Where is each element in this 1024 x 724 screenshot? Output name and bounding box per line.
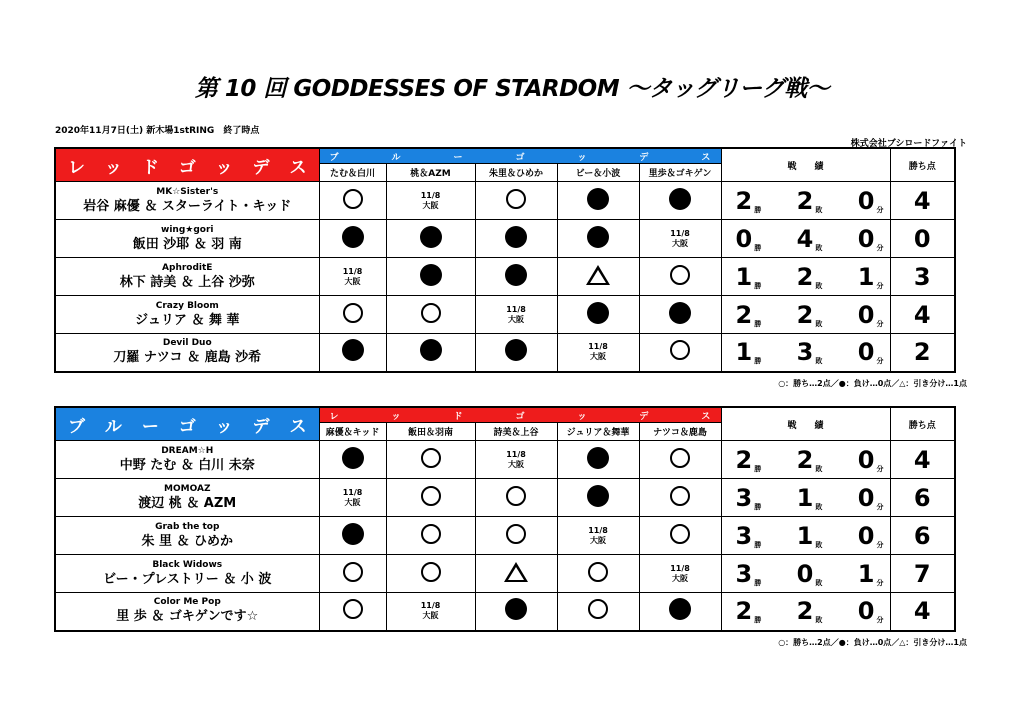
- opponent-group-band: [319, 407, 721, 423]
- points-cell: 4: [890, 182, 955, 220]
- points-cell: 6: [890, 517, 955, 555]
- wins-count: 3: [735, 559, 753, 588]
- team-name-cell: [55, 555, 319, 593]
- scheduled-date: 11/8 大阪: [506, 449, 526, 469]
- result-cell: [386, 441, 475, 479]
- team-group-header-char: ゴ: [178, 416, 196, 437]
- result-cell: [319, 220, 386, 258]
- opponent-header: 里歩＆ゴキゲン: [639, 164, 721, 182]
- losses-count: 2: [796, 597, 814, 626]
- opponent-group-band: [319, 148, 721, 164]
- opponent-header: 麻優＆キッド: [319, 423, 386, 441]
- result-cell: [475, 296, 557, 334]
- draw-mark-icon: [504, 562, 528, 582]
- draws-unit: 分: [876, 616, 884, 625]
- draws-unit: 分: [876, 281, 884, 290]
- result-cell: [319, 479, 386, 517]
- opponent-header: ナツコ＆鹿島: [639, 423, 721, 441]
- record-cell: [721, 334, 890, 372]
- losses-count: 0: [796, 559, 814, 588]
- draws-unit: 分: [876, 578, 884, 587]
- win-mark-icon: [588, 599, 608, 619]
- table-row: [55, 555, 955, 593]
- win-mark-icon: [421, 303, 441, 323]
- team-unit-name: Black Widows: [152, 559, 223, 570]
- draws-count: 1: [857, 262, 875, 291]
- loss-mark-icon: [342, 523, 364, 545]
- scheduled-date: 11/8 大阪: [588, 525, 608, 545]
- result-cell: [557, 334, 639, 372]
- win-mark-icon: [506, 486, 526, 506]
- losses-unit: 敗: [815, 464, 823, 473]
- losses-unit: 敗: [815, 281, 823, 290]
- win-mark-icon: [670, 265, 690, 285]
- losses-count: 2: [796, 300, 814, 329]
- loss-mark-icon: [505, 226, 527, 248]
- draws-unit: 分: [876, 243, 884, 252]
- result-cell: [475, 479, 557, 517]
- opponent-group-band-char: ッ: [577, 411, 587, 422]
- table-row: [55, 479, 955, 517]
- record-cell: [721, 593, 890, 631]
- loss-mark-icon: [587, 485, 609, 507]
- draws-count: 0: [857, 186, 875, 215]
- team-members: 中野 たむ ＆ 白川 未奈: [119, 457, 255, 473]
- team-name-cell: [55, 334, 319, 372]
- team-unit-name: DREAM☆H: [161, 445, 214, 456]
- team-group-header-char: ッ: [215, 416, 233, 437]
- result-cell: [557, 220, 639, 258]
- win-mark-icon: [421, 524, 441, 544]
- result-cell: [557, 258, 639, 296]
- losses-count: 2: [796, 262, 814, 291]
- scheduled-date: 11/8 大阪: [506, 304, 526, 324]
- points-cell: 2: [890, 334, 955, 372]
- result-cell: [557, 296, 639, 334]
- draws-count: 0: [857, 338, 875, 367]
- points-cell: 7: [890, 555, 955, 593]
- loss-mark-icon: [587, 226, 609, 248]
- losses-unit: 敗: [815, 205, 823, 214]
- result-cell: [557, 517, 639, 555]
- result-cell: [319, 182, 386, 220]
- record-cell: [721, 296, 890, 334]
- result-cell: [639, 441, 721, 479]
- loss-mark-icon: [669, 188, 691, 210]
- result-cell: [319, 517, 386, 555]
- scheduled-date: 11/8 大阪: [670, 228, 690, 248]
- losses-unit: 敗: [815, 616, 823, 625]
- company-name: 株式会社ブシロードファイト: [850, 139, 967, 149]
- loss-mark-icon: [420, 226, 442, 248]
- result-cell: [386, 334, 475, 372]
- wins-count: 2: [735, 300, 753, 329]
- result-cell: [475, 334, 557, 372]
- wins-count: 3: [735, 521, 753, 550]
- team-name-cell: [55, 479, 319, 517]
- wins-count: 1: [735, 262, 753, 291]
- team-group-header-char: ス: [289, 157, 307, 178]
- result-cell: [557, 555, 639, 593]
- result-cell: [475, 517, 557, 555]
- opponent-group-band-char: ゴ: [515, 411, 525, 422]
- result-cell: [319, 296, 386, 334]
- result-cell: [319, 334, 386, 372]
- record-cell: [721, 258, 890, 296]
- win-mark-icon: [670, 524, 690, 544]
- result-cell: [639, 334, 721, 372]
- legend-note: ○：勝ち…2点／●：負け…0点／△：引き分け…1点: [778, 638, 967, 647]
- draws-unit: 分: [876, 502, 884, 511]
- table-row: [55, 220, 955, 258]
- record-cell: [721, 555, 890, 593]
- result-cell: [386, 555, 475, 593]
- wins-unit: 勝: [754, 464, 762, 473]
- opponent-group-band-char: ル: [391, 152, 401, 163]
- draws-unit: 分: [876, 205, 884, 214]
- losses-unit: 敗: [815, 357, 823, 366]
- team-members: 林下 詩美 ＆ 上谷 沙弥: [119, 274, 255, 290]
- loss-mark-icon: [505, 598, 527, 620]
- win-mark-icon: [343, 562, 363, 582]
- wins-unit: 勝: [754, 616, 762, 625]
- team-unit-name: Grab the top: [155, 521, 220, 532]
- team-members: 里 歩 ＆ ゴキゲンです☆: [116, 609, 259, 625]
- team-name-cell: [55, 441, 319, 479]
- team-name-cell: [55, 182, 319, 220]
- team-group-header: [55, 407, 319, 441]
- draws-count: 0: [857, 521, 875, 550]
- opponent-header: 朱里＆ひめか: [475, 164, 557, 182]
- opponent-group-band-char: ブ: [329, 152, 339, 163]
- team-members: 飯田 沙耶 ＆ 羽 南: [132, 236, 242, 252]
- wins-unit: 勝: [754, 281, 762, 290]
- team-group-header-char: ス: [289, 416, 307, 437]
- win-mark-icon: [343, 599, 363, 619]
- wins-unit: 勝: [754, 502, 762, 511]
- result-cell: [386, 517, 475, 555]
- result-cell: [319, 593, 386, 631]
- table-row: [55, 334, 955, 372]
- team-group-header-char: ー: [141, 416, 159, 437]
- result-cell: [475, 593, 557, 631]
- scheduled-date: 11/8 大阪: [420, 601, 441, 621]
- team-group-header: [55, 148, 319, 182]
- result-cell: [386, 220, 475, 258]
- points-cell: 4: [890, 593, 955, 631]
- losses-unit: 敗: [815, 243, 823, 252]
- opponent-group-band-char: ー: [453, 152, 463, 163]
- loss-mark-icon: [587, 447, 609, 469]
- team-group-header-char: ブ: [68, 416, 85, 437]
- scheduled-date: 11/8 大阪: [420, 190, 441, 210]
- result-cell: [639, 593, 721, 631]
- loss-mark-icon: [505, 339, 527, 361]
- draw-mark-icon: [586, 265, 610, 285]
- result-cell: [639, 182, 721, 220]
- draws-count: 0: [857, 445, 875, 474]
- record-cell: [721, 220, 890, 258]
- losses-count: 1: [796, 521, 814, 550]
- loss-mark-icon: [505, 264, 527, 286]
- win-mark-icon: [343, 189, 363, 209]
- result-cell: [557, 182, 639, 220]
- result-cell: [475, 258, 557, 296]
- team-unit-name: MOMOAZ: [164, 483, 211, 494]
- event-date-venue: 2020年11月7日(土) 新木場1stRING 終了時点: [55, 126, 260, 136]
- scheduled-date: 11/8 大阪: [588, 342, 608, 362]
- win-mark-icon: [588, 562, 608, 582]
- team-members: ビー・プレストリー ＆ 小 波: [103, 571, 272, 587]
- loss-mark-icon: [342, 226, 364, 248]
- result-cell: [639, 258, 721, 296]
- draws-count: 0: [857, 224, 875, 253]
- points-cell: 3: [890, 258, 955, 296]
- table-row: [55, 182, 955, 220]
- team-group-header-char: ゴ: [178, 157, 196, 178]
- result-cell: [319, 258, 386, 296]
- result-cell: [475, 441, 557, 479]
- opponent-group-band-char: ゴ: [515, 152, 525, 163]
- team-name-cell: [55, 517, 319, 555]
- team-members: 刀羅 ナツコ ＆ 鹿島 沙希: [113, 350, 262, 366]
- loss-mark-icon: [420, 339, 442, 361]
- opponent-group-band-char: デ: [639, 152, 649, 163]
- opponent-group-band-char: ス: [701, 152, 711, 163]
- team-members: ジュリア ＆ 舞 華: [135, 312, 240, 328]
- draws-unit: 分: [876, 464, 884, 473]
- win-mark-icon: [670, 340, 690, 360]
- record-header: 戦 績: [721, 407, 890, 441]
- losses-count: 4: [796, 224, 814, 253]
- record-header: 戦 績: [721, 148, 890, 182]
- blue-goddess-table: [54, 406, 956, 632]
- draws-unit: 分: [876, 540, 884, 549]
- result-cell: [386, 182, 475, 220]
- losses-unit: 敗: [815, 540, 823, 549]
- wins-count: 3: [735, 483, 753, 512]
- page-title: 第 10 回 GODDESSES OF STARDOM ～タッグリーグ戦～: [194, 76, 830, 102]
- win-mark-icon: [506, 524, 526, 544]
- scheduled-date: 11/8 大阪: [342, 487, 363, 507]
- points-cell: 4: [890, 296, 955, 334]
- losses-unit: 敗: [815, 578, 823, 587]
- result-cell: [475, 555, 557, 593]
- result-cell: [557, 479, 639, 517]
- win-mark-icon: [670, 486, 690, 506]
- result-cell: [475, 182, 557, 220]
- result-cell: [386, 258, 475, 296]
- draws-count: 1: [857, 559, 875, 588]
- record-cell: [721, 479, 890, 517]
- result-cell: [639, 555, 721, 593]
- losses-count: 1: [796, 483, 814, 512]
- opponent-header: ビー＆小波: [557, 164, 639, 182]
- table-row: [55, 441, 955, 479]
- legend-note: ○：勝ち…2点／●：負け…0点／△：引き分け…1点: [778, 379, 967, 388]
- result-cell: [386, 479, 475, 517]
- loss-mark-icon: [420, 264, 442, 286]
- result-cell: [639, 479, 721, 517]
- losses-count: 2: [796, 445, 814, 474]
- red-goddess-table: [54, 147, 956, 373]
- wins-count: 0: [735, 224, 753, 253]
- opponent-header: たむ＆白川: [319, 164, 386, 182]
- wins-count: 2: [735, 597, 753, 626]
- opponent-header: ジュリア＆舞華: [557, 423, 639, 441]
- team-members: 岩谷 麻優 ＆ スターライト・キッド: [83, 198, 292, 214]
- loss-mark-icon: [587, 188, 609, 210]
- team-name-cell: [55, 296, 319, 334]
- team-members: 渡辺 桃 ＆ AZM: [138, 495, 237, 511]
- table-row: [55, 296, 955, 334]
- losses-unit: 敗: [815, 502, 823, 511]
- table-row: [55, 258, 955, 296]
- opponent-group-band-char: レ: [329, 411, 339, 422]
- result-cell: [319, 441, 386, 479]
- points-header: 勝ち点: [890, 148, 955, 182]
- team-unit-name: MK☆Sister's: [156, 186, 219, 197]
- points-cell: 4: [890, 441, 955, 479]
- record-cell: [721, 517, 890, 555]
- team-unit-name: wing★gori: [161, 224, 214, 235]
- team-group-header-char: ド: [141, 157, 159, 178]
- result-cell: [386, 593, 475, 631]
- wins-count: 2: [735, 445, 753, 474]
- team-unit-name: AphroditE: [162, 262, 213, 273]
- record-cell: [721, 441, 890, 479]
- loss-mark-icon: [669, 302, 691, 324]
- team-unit-name: Crazy Bloom: [155, 300, 219, 311]
- opponent-group-band-char: ス: [701, 411, 711, 422]
- wins-unit: 勝: [754, 205, 762, 214]
- scheduled-date: 11/8 大阪: [342, 266, 363, 286]
- opponent-header: 詩美＆上谷: [475, 423, 557, 441]
- wins-unit: 勝: [754, 578, 762, 587]
- wins-count: 2: [735, 186, 753, 215]
- table-row: [55, 593, 955, 631]
- team-name-cell: [55, 220, 319, 258]
- result-cell: [475, 220, 557, 258]
- opponent-header: 桃＆AZM: [386, 164, 475, 182]
- result-cell: [639, 517, 721, 555]
- result-cell: [639, 296, 721, 334]
- wins-unit: 勝: [754, 243, 762, 252]
- result-cell: [639, 220, 721, 258]
- loss-mark-icon: [342, 447, 364, 469]
- draws-count: 0: [857, 300, 875, 329]
- losses-unit: 敗: [815, 319, 823, 328]
- win-mark-icon: [421, 486, 441, 506]
- team-name-cell: [55, 258, 319, 296]
- scheduled-date: 11/8 大阪: [670, 563, 690, 583]
- win-mark-icon: [421, 562, 441, 582]
- record-cell: [721, 182, 890, 220]
- result-cell: [386, 296, 475, 334]
- team-members: 朱 里 ＆ ひめか: [141, 533, 234, 549]
- win-mark-icon: [343, 303, 363, 323]
- wins-unit: 勝: [754, 319, 762, 328]
- wins-count: 1: [735, 338, 753, 367]
- win-mark-icon: [670, 448, 690, 468]
- draws-count: 0: [857, 483, 875, 512]
- opponent-header: 飯田＆羽南: [386, 423, 475, 441]
- team-name-cell: [55, 593, 319, 631]
- team-unit-name: Devil Duo: [162, 338, 212, 349]
- opponent-group-band-char: ド: [453, 411, 463, 422]
- result-cell: [319, 555, 386, 593]
- win-mark-icon: [506, 189, 526, 209]
- loss-mark-icon: [669, 598, 691, 620]
- team-group-header-char: ッ: [215, 157, 233, 178]
- win-mark-icon: [421, 448, 441, 468]
- opponent-group-band-char: デ: [639, 411, 649, 422]
- losses-count: 3: [796, 338, 814, 367]
- points-header: 勝ち点: [890, 407, 955, 441]
- table-row: [55, 517, 955, 555]
- opponent-group-band-char: ッ: [391, 411, 401, 422]
- losses-count: 2: [796, 186, 814, 215]
- draws-unit: 分: [876, 357, 884, 366]
- draws-count: 0: [857, 597, 875, 626]
- draws-unit: 分: [876, 319, 884, 328]
- team-group-header-char: レ: [68, 157, 85, 178]
- points-cell: 0: [890, 220, 955, 258]
- wins-unit: 勝: [754, 357, 762, 366]
- team-group-header-char: ッ: [104, 157, 122, 178]
- points-cell: 6: [890, 479, 955, 517]
- result-cell: [557, 441, 639, 479]
- wins-unit: 勝: [754, 540, 762, 549]
- team-group-header-char: デ: [252, 416, 270, 437]
- team-unit-name: Color Me Pop: [153, 597, 221, 608]
- team-group-header-char: デ: [252, 157, 270, 178]
- result-cell: [557, 593, 639, 631]
- opponent-group-band-char: ッ: [577, 152, 587, 163]
- loss-mark-icon: [587, 302, 609, 324]
- team-group-header-char: ル: [104, 416, 122, 437]
- loss-mark-icon: [342, 339, 364, 361]
